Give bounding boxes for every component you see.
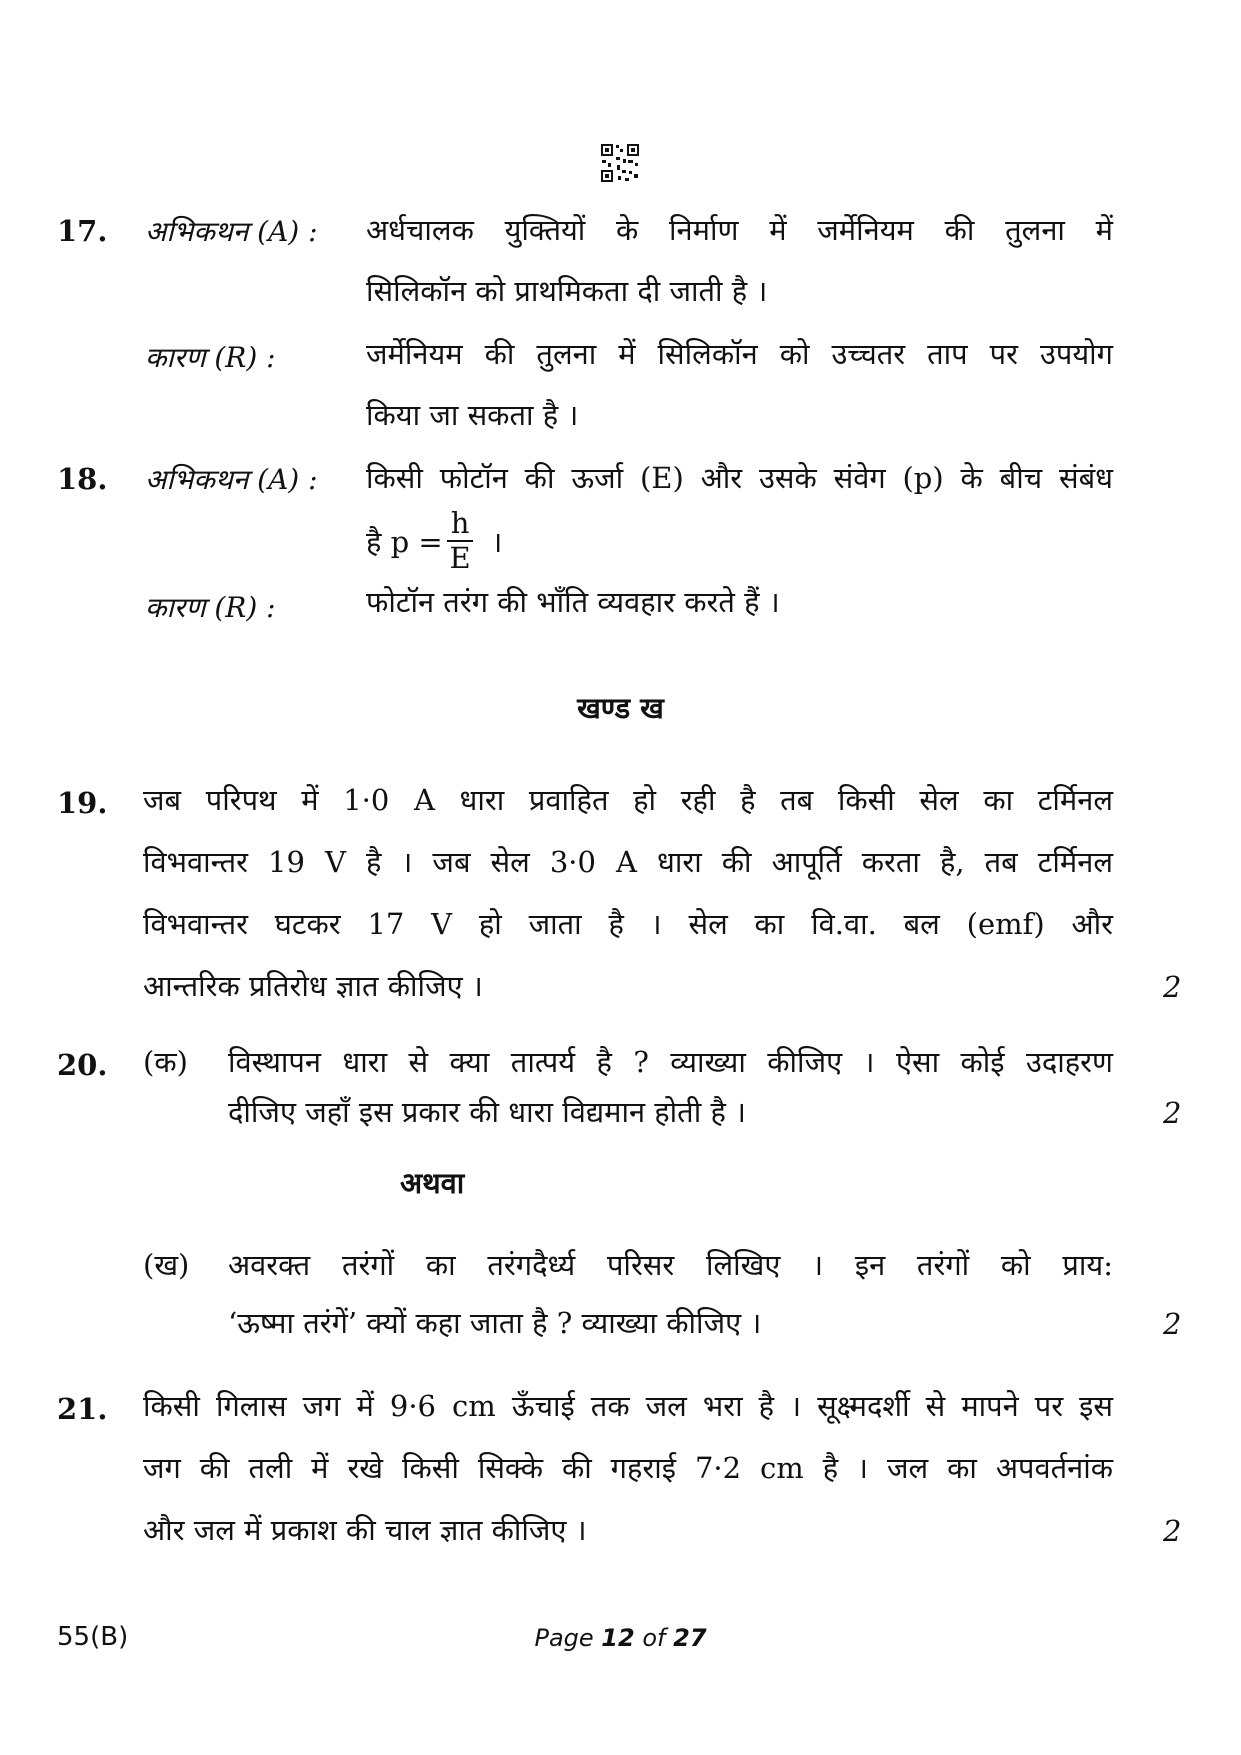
formula-prefix: है p = xyxy=(366,524,443,559)
assertion-text-17-line2: सिलिकॉन को प्राथमिकता दी जाती है । xyxy=(366,274,768,308)
question-number-21: 21. xyxy=(57,1392,108,1426)
fraction-denominator: E xyxy=(449,541,471,575)
question-number-19: 19. xyxy=(57,786,108,820)
q20-part-b-marks: 2 xyxy=(1163,1307,1182,1341)
momentum-formula xyxy=(366,505,502,577)
q19-line1: जब परिपथ में 1·0 A धारा प्रवाहित हो रही है तब किसी सेल का टर्मिनल xyxy=(143,783,1113,817)
q21-line3: और जल में प्रकाश की चाल ज्ञात कीजिए । xyxy=(143,1513,587,1547)
question-number-20: 20. xyxy=(57,1048,108,1082)
assertion-text-18-line1: किसी फोटॉन की ऊर्जा (E) और उसके संवेग (p) के बीच संबंध xyxy=(366,461,1113,495)
q19-line4: आन्तरिक प्रतिरोध ज्ञात कीजिए । xyxy=(143,969,483,1003)
reason-label-17: कारण (R) : xyxy=(145,341,276,374)
q20-part-a-line2: दीजिए जहाँ इस प्रकार की धारा विद्यमान होती है । xyxy=(228,1095,747,1129)
question-number-17: 17. xyxy=(57,214,108,248)
page-of: of xyxy=(642,1624,666,1652)
question-number-18: 18. xyxy=(57,462,108,496)
page-indicator xyxy=(0,1624,1241,1652)
page-total: 27 xyxy=(673,1624,707,1652)
page-current: 12 xyxy=(601,1624,635,1652)
reason-text-17-line2: किया जा सकता है । xyxy=(366,398,579,432)
q21-line2: जग की तली में रखे किसी सिक्के की गहराई 7·2 cm है । जल का अपवर्तनांक xyxy=(143,1451,1113,1485)
q20-part-b-label: (ख) xyxy=(143,1248,190,1282)
section-heading: खण्ड ख xyxy=(577,691,664,725)
formula-suffix: । xyxy=(491,524,503,559)
assertion-label-18: अभिकथन (A) : xyxy=(145,463,318,496)
q21-marks: 2 xyxy=(1163,1514,1182,1548)
assertion-label-17: अभिकथन (A) : xyxy=(145,215,318,248)
reason-label-18: कारण (R) : xyxy=(145,591,276,624)
q20-part-b-line2: ‘ऊष्मा तरंगें’ क्यों कहा जाता है ? व्याख्या कीजिए । xyxy=(228,1306,762,1340)
q20-part-a-marks: 2 xyxy=(1163,1096,1182,1130)
q20-part-a-line1: विस्थापन धारा से क्या तात्पर्य है ? व्याख्या कीजिए । ऐसा कोई उदाहरण xyxy=(228,1045,1113,1079)
q19-line2: विभवान्तर 19 V है । जब सेल 3·0 A धारा की आपूर्ति करता है, तब टर्मिनल xyxy=(143,845,1113,879)
reason-text-18-line1: फोटॉन तरंग की भाँति व्यवहार करते हैं । xyxy=(366,585,780,619)
fraction-numerator: h xyxy=(447,509,474,542)
page-prefix: Page xyxy=(534,1624,594,1652)
q19-marks: 2 xyxy=(1163,970,1182,1004)
or-separator: अथवा xyxy=(400,1166,465,1200)
fraction-h-over-e xyxy=(447,506,474,575)
assertion-text-17-line1: अर्धचालक युक्तियों के निर्माण में जर्मेनियम की तुलना में xyxy=(366,213,1113,247)
q20-part-b-line1: अवरक्त तरंगों का तरंगदैर्ध्य परिसर लिखिए । इन तरंगों को प्राय: xyxy=(228,1248,1113,1282)
q19-line3: विभवान्तर घटकर 17 V हो जाता है । सेल का वि.वा. बल (emf) और xyxy=(143,907,1113,941)
q20-part-a-label: (क) xyxy=(143,1045,188,1079)
q21-line1: किसी गिलास जग में 9·6 cm ऊँचाई तक जल भरा है । सूक्ष्मदर्शी से मापने पर इस xyxy=(143,1389,1113,1423)
reason-text-17-line1: जर्मेनियम की तुलना में सिलिकॉन को उच्चतर ताप पर उपयोग xyxy=(366,337,1113,371)
qr-code-icon xyxy=(600,143,640,187)
paper-code: 55(B) xyxy=(57,1622,129,1652)
